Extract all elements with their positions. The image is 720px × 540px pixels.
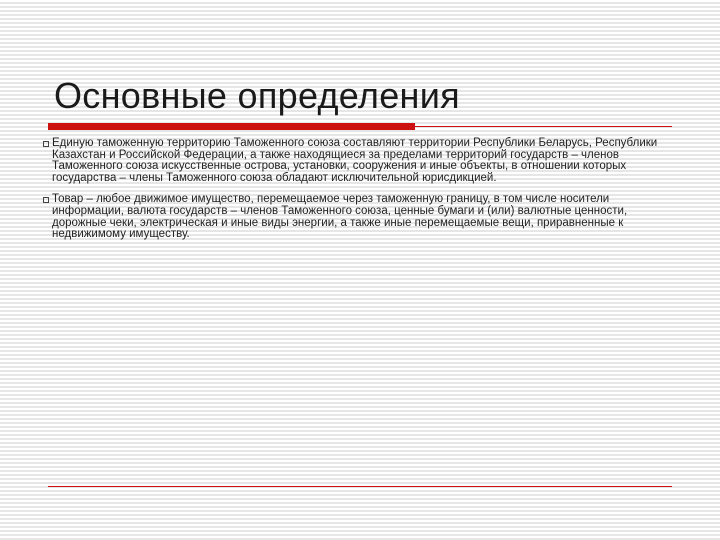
bullet-list xyxy=(42,138,674,241)
bullet-text: Единую таможенную территорию Таможенного союза составляют территории Республики Беларусь, Республики Казахстан и Российской Федерации, а также находящиеся за пределами территорий государств – членов Таможенного союза искусственные острова, установки, сооружения и иные объекты, в отношении которых государства – члены Таможенного союза обладают исключительной юрисдикцией. xyxy=(52,137,658,184)
footer-divider xyxy=(48,486,672,487)
bullet-item xyxy=(42,194,674,240)
slide-title: Основные определения xyxy=(54,75,460,116)
title-underline xyxy=(48,126,672,127)
bullet-text: Товар – любое движимое имущество, перемещаемое через таможенную границу, в том числе носители информации, валюта государств – членов Таможенного союза, ценные бумаги и (или) валютные ценности, дорожные чеки, электрическая и иные виды энергии, а также иные перемещаемые вещи, приравненные к недвижимому имуществу. xyxy=(52,193,628,241)
square-bullet-icon xyxy=(43,197,49,203)
bullet-item xyxy=(42,138,674,184)
square-bullet-icon xyxy=(43,141,49,147)
